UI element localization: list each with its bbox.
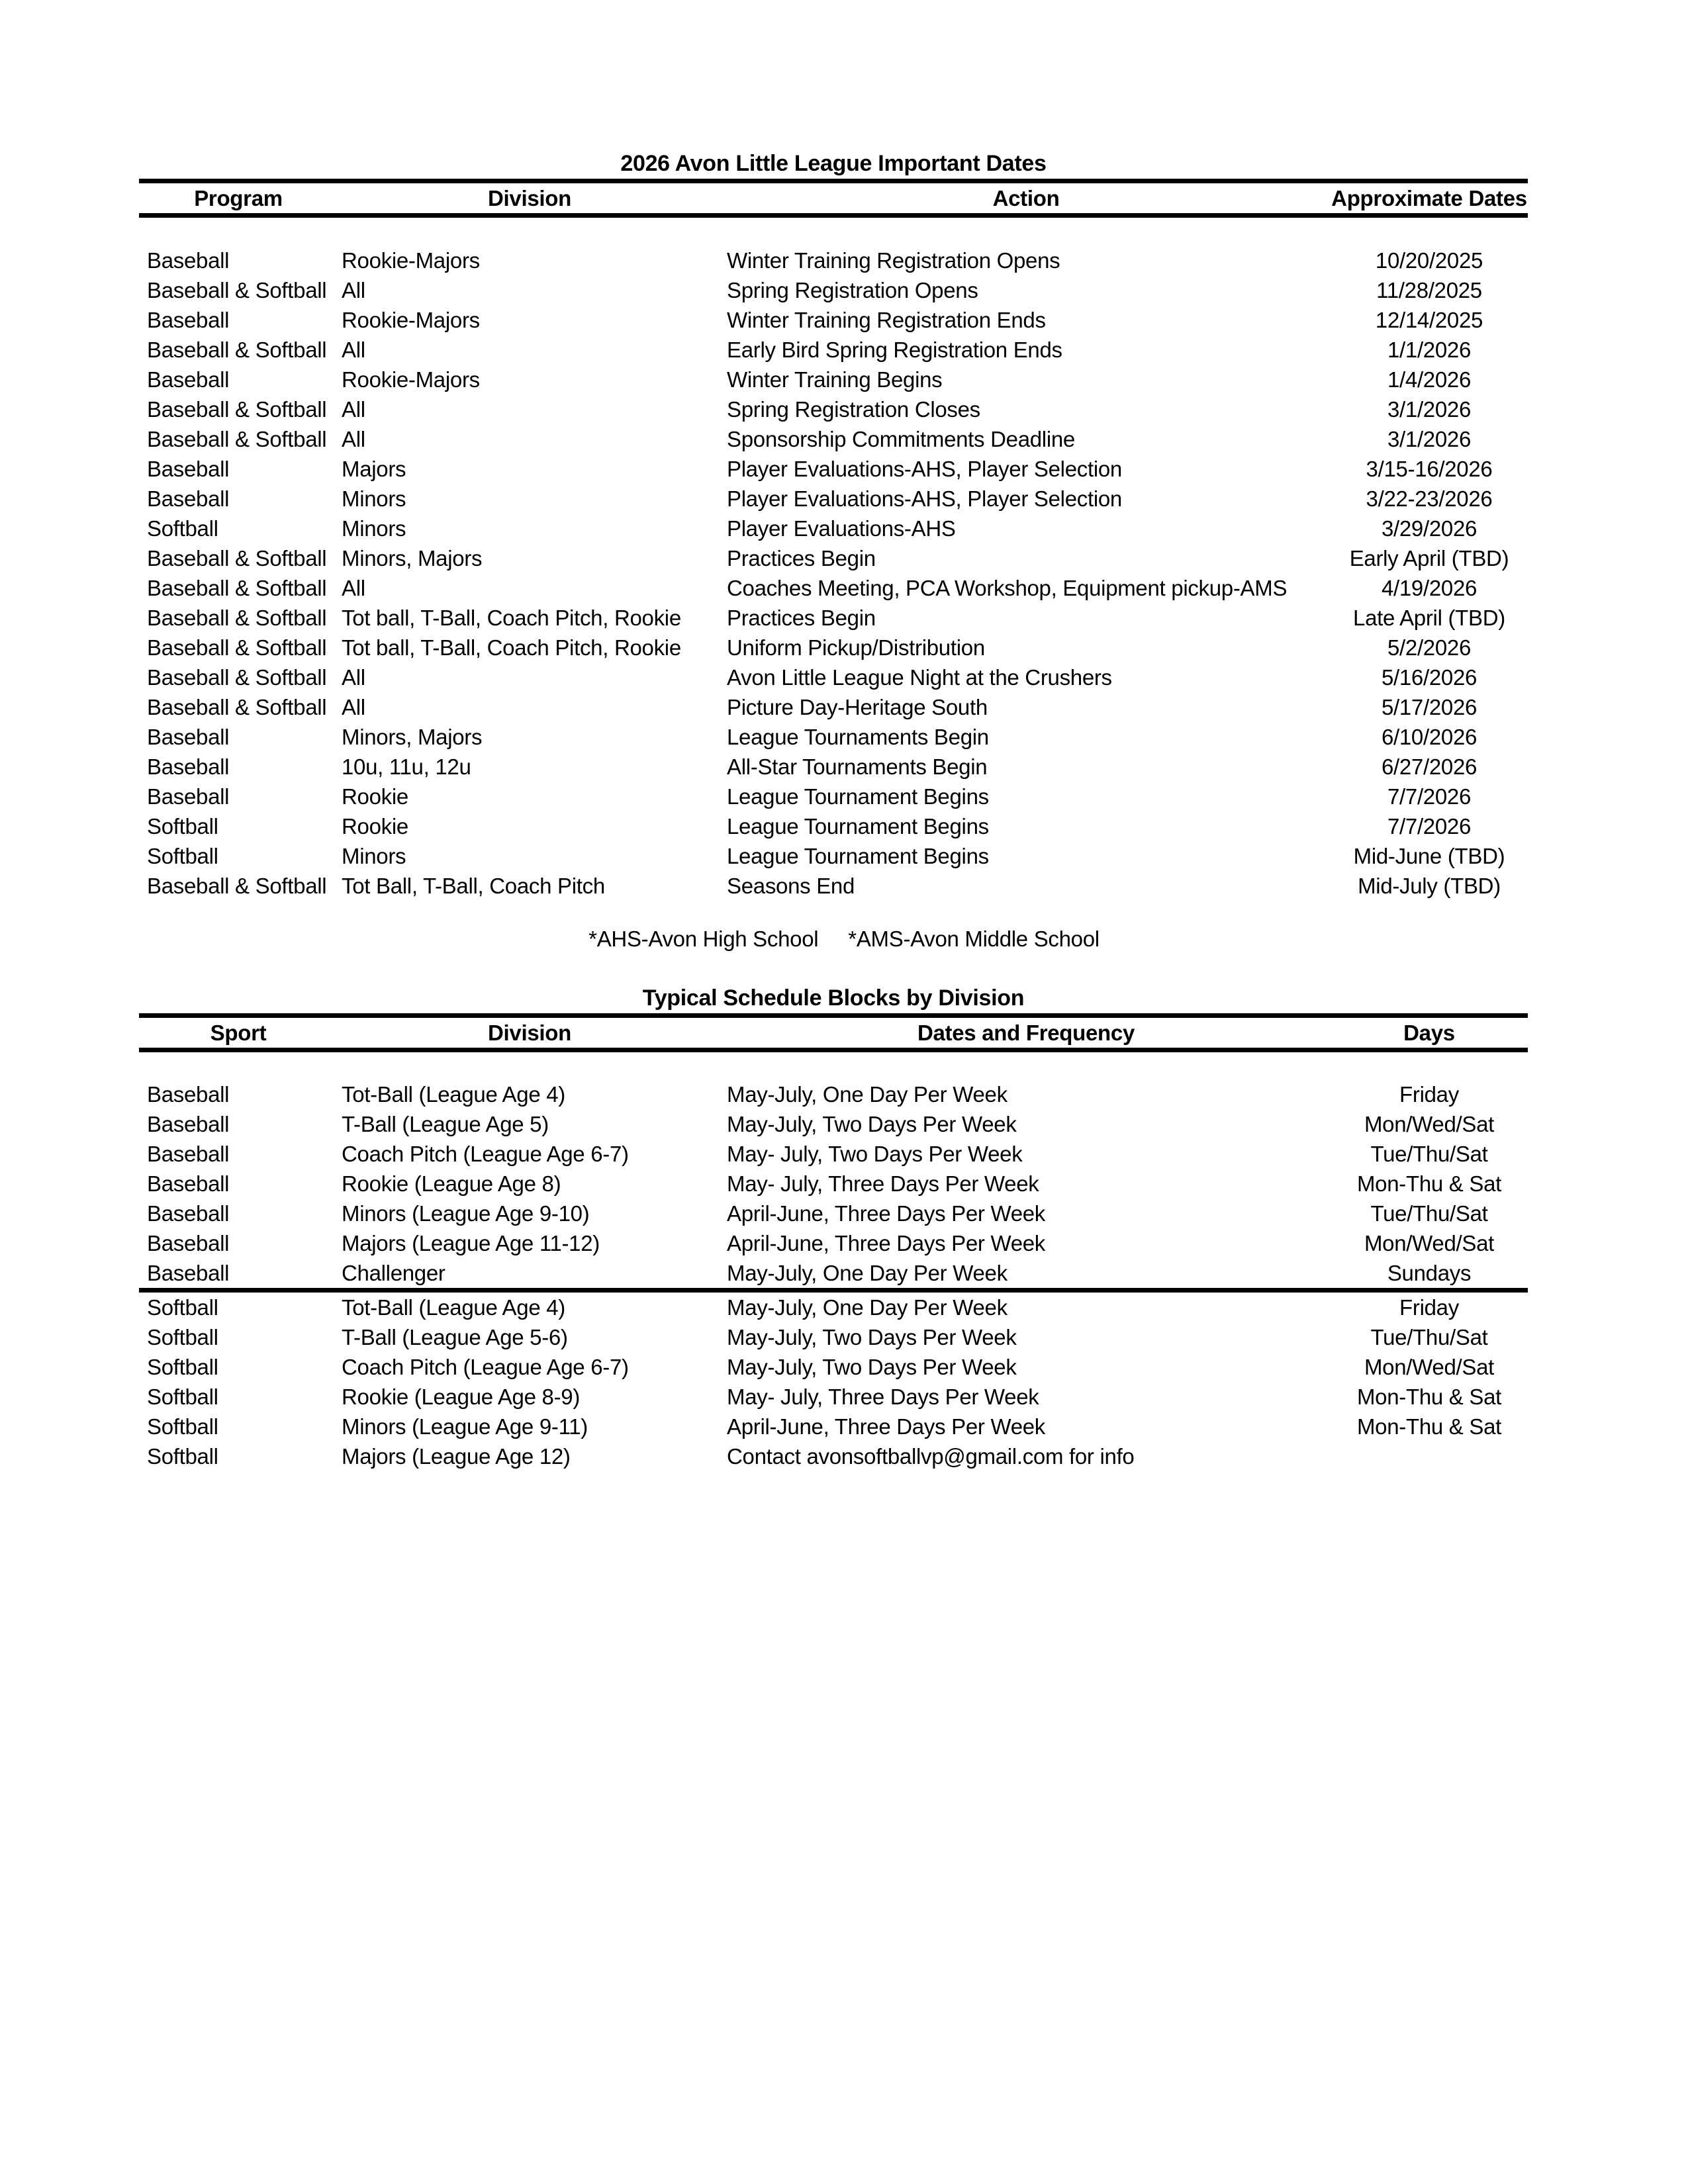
sport-cell: Softball [147, 1295, 218, 1320]
division-cell: T-Ball (League Age 5-6) [342, 1325, 568, 1349]
dates-and-frequency-cell: May- July, Two Days Per Week [727, 1142, 1023, 1166]
action-cell: League Tournament Begins [727, 784, 989, 809]
division-cell: All [342, 396, 365, 422]
division-cell: T-Ball (League Age 5) [342, 1112, 549, 1136]
table-row [139, 305, 1528, 335]
division-cell: Tot-Ball (League Age 4) [342, 1295, 565, 1320]
program-cell: Baseball & Softball [147, 277, 327, 302]
footnote [0, 924, 1688, 954]
important-dates-body [139, 216, 1528, 901]
days-cell [1331, 1441, 1528, 1471]
approximate-dates-cell: 1/4/2026 [1387, 367, 1472, 392]
sport-cell: Baseball [147, 1201, 230, 1226]
dates-and-frequency-cell: May-July, One Day Per Week [727, 1082, 1008, 1107]
table-row [139, 1228, 1528, 1258]
action-cell: Practices Begin [727, 605, 876, 630]
days-cell: Tue/Thu/Sat [1370, 1325, 1488, 1349]
approximate-dates-cell: 5/16/2026 [1381, 664, 1477, 690]
important-dates-section [139, 149, 1528, 901]
dates-and-frequency-cell: April-June, Three Days Per Week [727, 1201, 1046, 1226]
program-cell: Baseball & Softball [147, 545, 327, 570]
approximate-dates-cell: 3/1/2026 [1387, 396, 1472, 422]
program-cell: Baseball & Softball [147, 873, 327, 898]
division-cell: All [342, 277, 365, 302]
dates-and-frequency-cell: May- July, Three Days Per Week [727, 1171, 1039, 1196]
division-cell: All [342, 426, 365, 451]
division-cell: Minors [342, 486, 406, 511]
sport-cell: Softball [147, 1355, 218, 1379]
program-cell: Baseball [147, 248, 230, 273]
column-header-division: Division [488, 186, 571, 210]
days-cell: Mon/Wed/Sat [1364, 1112, 1495, 1136]
program-cell: Baseball & Softball [147, 575, 327, 600]
table-row [139, 662, 1528, 692]
action-cell: Winter Training Registration Ends [727, 307, 1046, 332]
approximate-dates-cell: 7/7/2026 [1387, 813, 1472, 839]
division-cell: Rookie (League Age 8) [342, 1171, 561, 1196]
column-header-division: Division [488, 1020, 571, 1045]
action-cell: All-Star Tournaments Begin [727, 754, 988, 779]
schedule-blocks-table [139, 1013, 1528, 1472]
days-cell: Mon-Thu & Sat [1356, 1385, 1502, 1409]
approximate-dates-cell: 3/1/2026 [1387, 426, 1472, 451]
sport-cell: Baseball [147, 1112, 230, 1136]
action-cell: Winter Training Begins [727, 367, 943, 392]
action-cell: Coaches Meeting, PCA Workshop, Equipment pickup-AMS [727, 575, 1288, 600]
approximate-dates-cell: 3/22-23/2026 [1366, 486, 1493, 511]
footnote-ahs: *AHS-Avon High School [588, 926, 819, 951]
program-cell: Baseball [147, 724, 230, 749]
table-row [139, 365, 1528, 394]
sport-cell: Baseball [147, 1082, 230, 1107]
division-cell: Rookie-Majors [342, 248, 480, 273]
table-row [139, 246, 1528, 275]
dates-and-frequency-cell: May-July, Two Days Per Week [727, 1325, 1017, 1349]
division-cell: All [342, 337, 365, 362]
division-cell: Rookie-Majors [342, 307, 480, 332]
footnote-ams: *AMS-Avon Middle School [848, 926, 1100, 951]
action-cell: Player Evaluations-AHS, Player Selection [727, 456, 1122, 481]
table-row [139, 394, 1528, 424]
table-row [139, 1441, 1528, 1471]
program-cell: Softball [147, 813, 218, 839]
approximate-dates-cell: 3/15-16/2026 [1366, 456, 1493, 481]
days-cell: Mon-Thu & Sat [1356, 1414, 1502, 1439]
program-cell: Softball [147, 516, 218, 541]
dates-and-frequency-cell: May-July, One Day Per Week [727, 1261, 1008, 1285]
division-cell: Minors, Majors [342, 724, 483, 749]
division-cell: Majors [342, 456, 406, 481]
division-cell: All [342, 664, 365, 690]
approximate-dates-cell: 1/1/2026 [1387, 337, 1472, 362]
program-cell: Baseball [147, 367, 230, 392]
column-header-dates-and-frequency: Dates and Frequency [917, 1020, 1135, 1045]
table-row [139, 1199, 1528, 1228]
table-row [139, 841, 1528, 871]
division-cell: Rookie [342, 784, 408, 809]
table-row [139, 543, 1528, 573]
table-row [139, 722, 1528, 752]
table-row [139, 484, 1528, 514]
table-row [139, 1412, 1528, 1441]
days-cell: Tue/Thu/Sat [1370, 1142, 1488, 1166]
column-header-approximate-dates: Approximate Dates [1331, 186, 1527, 210]
division-cell: Minors (League Age 9-10) [342, 1201, 590, 1226]
table-row [139, 1258, 1528, 1291]
table-row [139, 335, 1528, 365]
table-row [139, 633, 1528, 662]
table-row [139, 1382, 1528, 1412]
important-dates-table [139, 179, 1528, 901]
action-cell: Practices Begin [727, 545, 876, 570]
table-row [139, 782, 1528, 811]
division-cell: Tot-Ball (League Age 4) [342, 1082, 565, 1107]
table-row [139, 603, 1528, 633]
division-cell: Coach Pitch (League Age 6-7) [342, 1355, 629, 1379]
column-header-days: Days [1403, 1020, 1455, 1045]
program-cell: Baseball [147, 784, 230, 809]
approximate-dates-cell: 12/14/2025 [1375, 307, 1483, 332]
approximate-dates-cell: 4/19/2026 [1381, 575, 1477, 600]
program-cell: Baseball [147, 307, 230, 332]
approximate-dates-cell: 3/29/2026 [1381, 516, 1477, 541]
days-cell: Mon-Thu & Sat [1356, 1171, 1502, 1196]
program-cell: Baseball & Softball [147, 694, 327, 719]
schedule-blocks-section [139, 983, 1528, 1472]
table-row [139, 573, 1528, 603]
program-cell: Baseball & Softball [147, 426, 327, 451]
action-cell: Early Bird Spring Registration Ends [727, 337, 1062, 362]
table-row [139, 752, 1528, 782]
action-cell: League Tournaments Begin [727, 724, 989, 749]
approximate-dates-cell: 5/2/2026 [1387, 635, 1472, 660]
approximate-dates-cell: 5/17/2026 [1381, 694, 1477, 719]
action-cell: Seasons End [727, 873, 855, 898]
program-cell: Baseball [147, 754, 230, 779]
sport-cell: Baseball [147, 1171, 230, 1196]
division-cell: Majors (League Age 11-12) [342, 1231, 600, 1255]
action-cell: Player Evaluations-AHS, Player Selection [727, 486, 1122, 511]
program-cell: Baseball & Softball [147, 664, 327, 690]
table-row [139, 811, 1528, 841]
column-header-action: Action [992, 186, 1060, 210]
schedule-blocks-body [139, 1050, 1528, 1471]
approximate-dates-cell: 11/28/2025 [1376, 277, 1482, 302]
action-cell: Avon Little League Night at the Crushers [727, 664, 1112, 690]
division-cell: All [342, 575, 365, 600]
division-cell: Rookie-Majors [342, 367, 480, 392]
header-row [139, 181, 1528, 216]
program-cell: Baseball & Softball [147, 605, 327, 630]
approximate-dates-cell: 7/7/2026 [1387, 784, 1472, 809]
sport-cell: Baseball [147, 1261, 230, 1285]
table-row [139, 871, 1528, 901]
program-cell: Baseball [147, 486, 230, 511]
days-cell: Friday [1399, 1082, 1459, 1107]
important-dates-title: 2026 Avon Little League Important Dates [620, 151, 1047, 176]
days-cell: Mon/Wed/Sat [1364, 1231, 1495, 1255]
table-row [139, 1139, 1528, 1169]
table-row [139, 1109, 1528, 1139]
important-dates-header [139, 181, 1528, 216]
table-row [139, 1352, 1528, 1382]
action-cell: League Tournament Begins [727, 843, 989, 868]
action-cell: Winter Training Registration Opens [727, 248, 1060, 273]
division-cell: Minors (League Age 9-11) [342, 1414, 588, 1439]
approximate-dates-cell: Early April (TBD) [1349, 545, 1509, 570]
schedule-blocks-title: Typical Schedule Blocks by Division [642, 985, 1025, 1011]
table-row [139, 1291, 1528, 1323]
days-cell: Sundays [1387, 1261, 1472, 1285]
schedule-blocks-header [139, 1015, 1528, 1050]
column-header-program: Program [194, 186, 283, 210]
sport-cell: Softball [147, 1444, 218, 1469]
table-row [139, 1322, 1528, 1352]
program-cell: Baseball & Softball [147, 337, 327, 362]
program-cell: Softball [147, 843, 218, 868]
days-cell: Friday [1399, 1295, 1459, 1320]
dates-and-frequency-cell: April-June, Three Days Per Week [727, 1231, 1046, 1255]
dates-and-frequency-cell: April-June, Three Days Per Week [727, 1414, 1046, 1439]
division-cell: Majors (League Age 12) [342, 1444, 571, 1469]
division-cell: Minors, Majors [342, 545, 483, 570]
table-row [139, 692, 1528, 722]
approximate-dates-cell: 6/27/2026 [1381, 754, 1477, 779]
division-cell: Challenger [342, 1261, 445, 1285]
table-row [139, 454, 1528, 484]
action-cell: Spring Registration Opens [727, 277, 978, 302]
dates-and-frequency-cell: Contact avonsoftballvp@gmail.com for info [727, 1444, 1135, 1469]
dates-and-frequency-cell: May-July, Two Days Per Week [727, 1355, 1017, 1379]
division-cell: Minors [342, 516, 406, 541]
action-cell: Picture Day-Heritage South [727, 694, 988, 719]
table-row [139, 424, 1528, 454]
action-cell: Player Evaluations-AHS [727, 516, 956, 541]
dates-and-frequency-cell: May-July, Two Days Per Week [727, 1112, 1017, 1136]
division-cell: Rookie [342, 813, 408, 839]
division-cell: All [342, 694, 365, 719]
division-cell: Tot Ball, T-Ball, Coach Pitch [342, 873, 605, 898]
column-header-sport: Sport [210, 1020, 267, 1045]
division-cell: Tot ball, T-Ball, Coach Pitch, Rookie [342, 605, 681, 630]
sport-cell: Softball [147, 1414, 218, 1439]
table-row [139, 1079, 1528, 1109]
approximate-dates-cell: 6/10/2026 [1381, 724, 1477, 749]
action-cell: Uniform Pickup/Distribution [727, 635, 985, 660]
table-row [139, 1169, 1528, 1199]
days-cell: Tue/Thu/Sat [1370, 1201, 1488, 1226]
division-cell: 10u, 11u, 12u [342, 754, 471, 779]
approximate-dates-cell: Mid-July (TBD) [1358, 873, 1501, 898]
table-row [139, 514, 1528, 543]
table-row [139, 275, 1528, 305]
dates-and-frequency-cell: May-July, One Day Per Week [727, 1295, 1008, 1320]
action-cell: Spring Registration Closes [727, 396, 980, 422]
program-cell: Baseball & Softball [147, 396, 327, 422]
division-cell: Coach Pitch (League Age 6-7) [342, 1142, 629, 1166]
approximate-dates-cell: 10/20/2025 [1375, 248, 1483, 273]
dates-and-frequency-cell: May- July, Three Days Per Week [727, 1385, 1039, 1409]
approximate-dates-cell: Mid-June (TBD) [1353, 843, 1505, 868]
header-row [139, 1015, 1528, 1050]
division-cell: Rookie (League Age 8-9) [342, 1385, 581, 1409]
days-cell: Mon/Wed/Sat [1364, 1355, 1495, 1379]
approximate-dates-cell: Late April (TBD) [1353, 605, 1505, 630]
sport-cell: Baseball [147, 1231, 230, 1255]
program-cell: Baseball & Softball [147, 635, 327, 660]
action-cell: League Tournament Begins [727, 813, 989, 839]
division-cell: Minors [342, 843, 406, 868]
program-cell: Baseball [147, 456, 230, 481]
sport-cell: Softball [147, 1385, 218, 1409]
sport-cell: Baseball [147, 1142, 230, 1166]
action-cell: Sponsorship Commitments Deadline [727, 426, 1075, 451]
sport-cell: Softball [147, 1325, 218, 1349]
division-cell: Tot ball, T-Ball, Coach Pitch, Rookie [342, 635, 681, 660]
